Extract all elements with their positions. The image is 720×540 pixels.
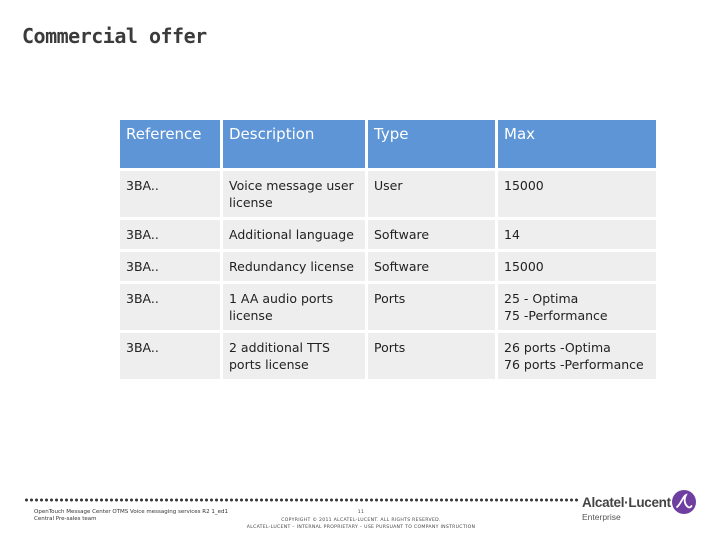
cell-description: Voice message user license [223,171,365,217]
cell-description: Redundancy license [223,252,365,281]
table-row [120,252,656,281]
brand-logo-text: Alcatel·Lucent [582,495,671,510]
page-number: 11 [357,510,365,515]
proprietary-notice: ALCATEL-LUCENT – INTERNAL PROPRIETARY – USE PURSUANT TO COMPANY INSTRUCTION [246,525,476,530]
cell-max: 26 ports -Optima 76 ports -Performance [498,333,656,379]
cell-max: 15000 [498,171,656,217]
table-row [120,333,656,379]
footer-team: Central Pre-sales team [34,516,97,522]
cell-max: 14 [498,220,656,249]
alcatel-lucent-logo-icon [672,490,696,514]
cell-reference: 3BA.. [120,284,220,330]
cell-description: Additional language [223,220,365,249]
commercial-offer-table [117,117,659,382]
cell-max: 15000 [498,252,656,281]
footer-left [34,509,228,523]
table-row [120,220,656,249]
cell-type: User [368,171,495,217]
cell-description: 1 AA audio ports license [223,284,365,330]
slide-title: Commercial offer [22,24,207,48]
cell-type: Software [368,220,495,249]
cell-type: Ports [368,333,495,379]
table-row [120,284,656,330]
header-type: Type [368,120,495,168]
header-max: Max [498,120,656,168]
footer-document-title: OpenTouch Message Center OTMS Voice messaging services R2 1_ed1 [34,509,228,515]
cell-reference: 3BA.. [120,171,220,217]
copyright-line: COPYRIGHT © 2011 ALCATEL-LUCENT. ALL RIGHTS RESERVED. [281,517,441,523]
cell-reference: 3BA.. [120,333,220,379]
cell-description: 2 additional TTS ports license [223,333,365,379]
footer-dotted-divider [24,497,580,503]
cell-reference: 3BA.. [120,220,220,249]
header-description: Description [223,120,365,168]
cell-reference: 3BA.. [120,252,220,281]
cell-type: Ports [368,284,495,330]
header-reference: Reference [120,120,220,168]
footer-center [236,509,486,532]
table-header-row [120,120,656,168]
brand-logo-subtitle: Enterprise [582,512,621,522]
cell-type: Software [368,252,495,281]
table-row [120,171,656,217]
cell-max: 25 - Optima 75 -Performance [498,284,656,330]
